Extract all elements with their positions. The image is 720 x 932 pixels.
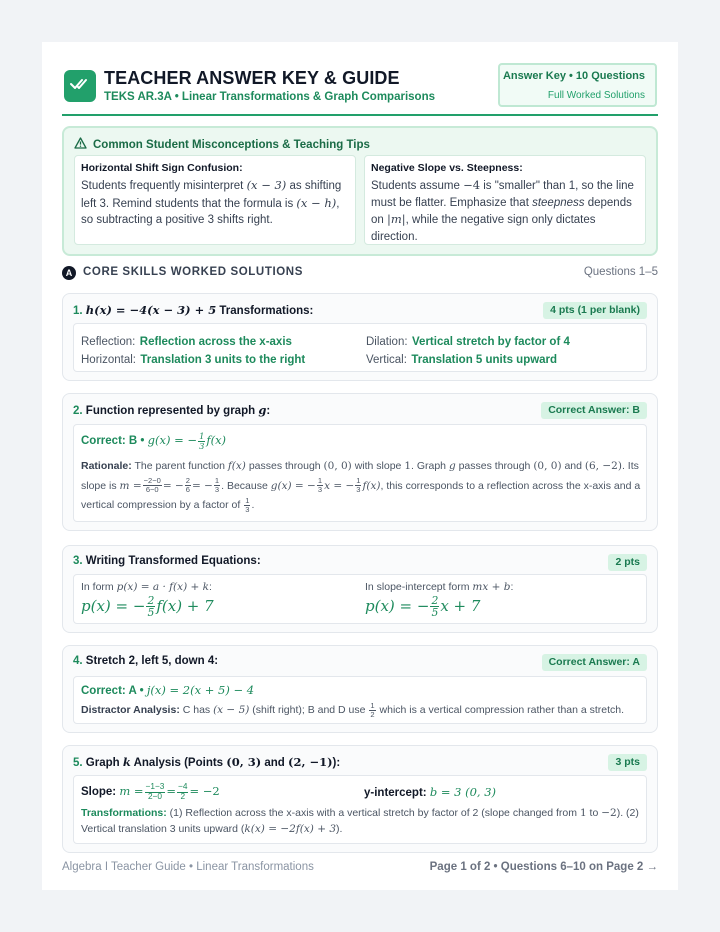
frac-den: 3 <box>199 440 205 451</box>
question-heading <box>73 555 261 567</box>
r-math: x = − <box>324 479 355 492</box>
tip-heading: Negative Slope vs. Steepness: <box>371 162 523 174</box>
r-text: The parent function <box>131 460 228 472</box>
header-divider <box>62 114 658 116</box>
tip-text: as shifting left 3. Remind students that the formula is <box>81 180 342 210</box>
equations-box <box>73 574 647 624</box>
frac-num: 1 <box>245 495 250 505</box>
form-a-label <box>81 581 212 593</box>
slope-intercept-answer <box>365 595 480 619</box>
reflection-label: Reflection: <box>81 336 136 348</box>
footer-right: Page 1 of 2 • Questions 6–10 on Page 2 → <box>429 861 658 873</box>
eq-part: x + 7 <box>440 596 481 615</box>
points-pill: 2 pts <box>608 554 647 571</box>
distractor-text <box>81 701 624 721</box>
frac-den: 5 <box>431 606 439 620</box>
frac-num: −2−0 <box>143 476 161 486</box>
answer-grid <box>73 323 647 372</box>
m: = −2 <box>189 784 220 799</box>
t-label: Transformations: <box>81 807 167 819</box>
yint-label: y-intercept: <box>364 787 427 799</box>
frac-den: 3 <box>356 485 361 495</box>
m: m = <box>119 784 144 799</box>
misconceptions-title: Common Student Misconceptions & Teaching Tips <box>93 138 370 151</box>
question-number: 5. <box>73 757 83 769</box>
fraction <box>244 497 250 514</box>
correct-equation: j(x) = 2(x + 5) − 4 <box>146 683 255 697</box>
t: In form <box>81 581 117 593</box>
question-card-2 <box>62 393 658 531</box>
question-title: Stretch 2, left 5, down 4: <box>85 655 219 667</box>
r-text: . Graph <box>411 460 449 472</box>
t: In slope-intercept form <box>365 581 473 593</box>
frac-num: 1 <box>356 476 361 486</box>
page-subtitle: TEKS AR.3A • Linear Transformations & Graph Comparisons <box>104 91 435 103</box>
m: mx + b <box>472 581 511 593</box>
reflection-answer: Reflection across the x-axis <box>139 336 292 348</box>
fraction <box>355 477 361 494</box>
tip-text: Students assume <box>371 180 464 192</box>
footer-left: Algebra I Teacher Guide • Linear Transformations <box>62 861 314 873</box>
fraction <box>214 477 220 494</box>
section-header <box>62 264 658 282</box>
r-text: . <box>251 499 255 511</box>
r-math: m = <box>119 479 142 492</box>
r-text: with slope <box>351 460 405 472</box>
tip-text: depends on <box>371 196 632 226</box>
r-math: (0, 0) <box>323 460 352 472</box>
eq-part: p(x) = − <box>365 596 430 615</box>
question-card-1 <box>62 293 658 381</box>
question-title: Transformations: <box>219 305 314 317</box>
question-heading <box>73 755 340 769</box>
rationale-label: Rationale: <box>81 460 132 472</box>
correct-equation <box>147 431 227 451</box>
section-title: CORE SKILLS WORKED SOLUTIONS <box>83 266 303 278</box>
warning-icon <box>74 137 87 152</box>
r-text: passes through <box>455 460 534 472</box>
fraction <box>430 595 439 619</box>
slope-label: Slope: <box>81 786 117 799</box>
fraction <box>317 477 323 494</box>
tip-math: (x − 3) <box>246 178 287 192</box>
tip-body <box>81 177 349 229</box>
tip-text: Students frequently misinterpret <box>81 180 247 192</box>
section-range: Questions 1–5 <box>583 266 658 278</box>
vertical-label: Vertical: <box>366 354 407 366</box>
frac-num: 1 <box>317 476 323 486</box>
fraction <box>185 477 191 494</box>
slope-row <box>81 783 220 801</box>
r-math: 1 <box>404 460 411 472</box>
tip-emphasis: steepness <box>532 196 585 209</box>
slope-intercept-label <box>365 581 513 593</box>
answer-key-page <box>42 42 678 890</box>
horizontal-answer: Translation 3 units to the right <box>140 354 306 366</box>
question-card-3 <box>62 545 658 633</box>
solution-box <box>73 775 647 844</box>
m: (2, −1) <box>288 755 333 769</box>
correct-label: Correct: B • <box>81 435 145 448</box>
r-text: . Because <box>221 479 271 492</box>
solution-box <box>73 676 647 724</box>
m: p(x) = a · f(x) + k <box>116 581 210 593</box>
m: k(x) = −2f(x) + 3 <box>244 823 337 835</box>
d-text: (shift right); B and D use <box>249 704 369 716</box>
eq-part: g(x) = − <box>147 433 198 448</box>
question-title: Writing Transformed Equations: <box>85 555 261 567</box>
question-var: g <box>258 403 267 417</box>
d-math: (x − 5) <box>213 704 250 716</box>
transformations-text <box>81 805 641 837</box>
question-number: 1. <box>73 305 83 317</box>
r-math: = − <box>191 479 213 492</box>
frac-den: 3 <box>245 504 250 514</box>
horizontal-label: Horizontal: <box>81 354 136 366</box>
question-heading <box>73 403 270 417</box>
frac-num: 2 <box>147 594 155 607</box>
section-badge: A <box>62 266 76 280</box>
t: to <box>586 807 602 819</box>
question-title: Function represented by graph <box>85 405 259 417</box>
fraction <box>369 702 375 719</box>
r-math: (6, −2) <box>584 460 622 472</box>
frac-num: 1 <box>199 431 205 441</box>
r-math: g(x) = − <box>270 479 316 492</box>
d-text: which is a vertical compression rather than a stretch. <box>376 704 625 716</box>
correct-label: Correct: A • <box>81 685 144 697</box>
eq-part: f(x) + 7 <box>156 596 214 615</box>
r-math: (0, 0) <box>533 460 562 472</box>
m: = <box>166 784 177 799</box>
frac-den: 5 <box>147 606 155 620</box>
tip-math: |m| <box>387 212 406 226</box>
frac-den: 2−0 <box>147 791 162 801</box>
r-text: . Its slope is <box>81 460 639 492</box>
question-equation: h(x) = −4(x − 3) + 5 <box>85 303 217 317</box>
vertical-row <box>366 350 557 368</box>
question-heading <box>73 655 218 667</box>
correct-row <box>81 683 254 697</box>
dilation-answer: Vertical stretch by factor of 4 <box>412 336 570 348</box>
yint-value: b = 3 (0, 3) <box>429 785 497 799</box>
eq-part: f(x) <box>206 433 227 448</box>
t: and <box>261 757 289 769</box>
dilation-label: Dilation: <box>366 336 408 348</box>
tip-card-horizontal-shift <box>74 155 356 245</box>
tip-text: , so subtracting a positive 3 shifts right. <box>81 197 340 226</box>
t: (1) Reflection across the x-axis with a vertical stretch by factor of 2 (slope changed from <box>166 807 580 819</box>
misconceptions-panel <box>62 126 658 256</box>
frac-den: 2 <box>370 709 375 719</box>
question-card-4 <box>62 645 658 733</box>
frac-num: 1 <box>370 700 375 710</box>
t: Analysis (Points <box>130 757 227 769</box>
r-text: and <box>561 460 585 472</box>
correct-answer-pill: Correct Answer: B <box>541 402 647 419</box>
eq-part: p(x) = − <box>81 596 146 615</box>
frac-num: −1−3 <box>145 782 165 791</box>
rationale-text <box>81 457 641 516</box>
t: ). (2) Vertical translation 3 units upward ( <box>81 807 639 835</box>
tip-text: is "smaller" than 1, so the line must be flatter. Emphasize that <box>371 180 634 209</box>
frac-num: 2 <box>431 594 439 607</box>
correct-row <box>81 432 226 450</box>
question-card-5 <box>62 745 658 853</box>
frac-den: 3 <box>214 485 220 495</box>
reflection-row <box>81 332 292 350</box>
fraction <box>198 432 205 450</box>
frac-den: 6 <box>185 485 190 495</box>
question-title-end: : <box>266 405 271 417</box>
fraction <box>177 783 188 801</box>
r-math: f(x) <box>227 460 246 472</box>
t: ): <box>332 757 341 769</box>
frac-num: 2 <box>185 476 190 486</box>
correct-answer-pill: Correct Answer: A <box>542 654 647 671</box>
dilation-row <box>366 332 570 350</box>
frac-den: 2 <box>180 791 186 801</box>
tip-math: −4 <box>463 178 481 192</box>
d-text: C has <box>179 704 214 716</box>
frac-num: −4 <box>178 782 188 791</box>
t: : <box>209 581 212 593</box>
m: −2 <box>601 807 617 819</box>
misconceptions-heading <box>74 137 370 152</box>
vertical-answer: Translation 5 units upward <box>411 354 558 366</box>
m: 1 <box>579 807 587 819</box>
t: : <box>510 581 514 593</box>
fraction <box>143 477 162 494</box>
m: (0, 3) <box>226 755 262 769</box>
fraction <box>146 595 155 619</box>
page-title: TEACHER ANSWER KEY & GUIDE <box>104 68 400 88</box>
tip-card-negative-slope <box>364 155 646 245</box>
r-text: passes through <box>245 460 324 472</box>
question-number: 3. <box>73 555 83 567</box>
question-number: 4. <box>73 655 83 667</box>
frac-den: 3 <box>317 485 323 495</box>
r-text: , this corresponds to a reflection across the x-axis and a vertical compression by a factor of <box>81 479 641 511</box>
question-heading <box>73 303 313 317</box>
tip-text: , while the negative sign only dictates direction. <box>371 214 596 243</box>
form-a-answer <box>81 595 214 619</box>
logo-badge <box>64 70 96 102</box>
solution-box <box>73 424 647 522</box>
answer-key-box <box>498 63 657 107</box>
t: Graph <box>85 757 123 769</box>
answer-key-label: Answer Key • 10 Questions <box>502 70 645 82</box>
tip-body <box>371 177 639 245</box>
question-number: 2. <box>73 405 83 417</box>
tip-math: (x − h) <box>296 195 337 210</box>
r-math: g <box>448 460 456 472</box>
m: k <box>122 755 131 769</box>
distractor-label: Distractor Analysis: <box>81 704 180 716</box>
yint-row <box>364 785 496 799</box>
points-pill: 4 pts (1 per blank) <box>543 302 647 319</box>
tip-heading: Horizontal Shift Sign Confusion: <box>81 162 243 174</box>
fraction <box>145 783 166 801</box>
r-math: f(x) <box>362 479 381 492</box>
frac-num: 1 <box>214 476 220 486</box>
t: ). <box>336 823 343 835</box>
r-math: = − <box>162 479 184 492</box>
frac-den: 6−0 <box>145 485 159 495</box>
answer-key-sublabel: Full Worked Solutions <box>547 90 645 101</box>
double-check-icon <box>70 77 90 96</box>
horizontal-row <box>81 350 305 368</box>
points-pill: 3 pts <box>608 754 647 771</box>
